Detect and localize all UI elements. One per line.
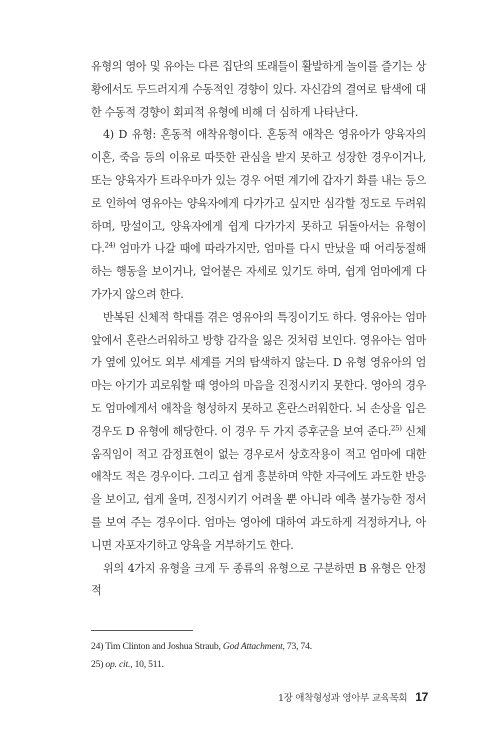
footnote-25: 25) op. cit., 10, 511. — [91, 659, 164, 670]
footnote-ref-24: 24) — [104, 241, 116, 250]
running-header-chapter: 1장 애착형성과 영아부 교육목회 — [277, 693, 408, 704]
footnote-divider — [91, 630, 193, 631]
footnotes — [91, 638, 426, 674]
body-text — [91, 56, 426, 603]
paragraph-2: 4) D 유형: 혼동적 애착유형이다. 혼동적 애착은 영유아가 양육자의 이혼, 죽음 등의 이유로 따뜻한 관심을 받지 못하고 성장한 경우이거나, 또는 양육자가 트라우마가 있는 경우 어떤 계기에 갑자기 화를 내는 등으로 인하여 영유아는 양육자에게 다가가고 싶지만 심각할 정도로 두려워하며, 망설이고, 양육자에게 쉽게 다가가지 못하고 뒤돌아서는 유형이다.$^{24)}$ 엄마가 나갈 때에 따라가지만, 엄마를 다시 만났을 때 어리둥절해 하는 행동을 보이거나, 얼어붙은 자세로 있기도 하며, 쉽게 엄마에게 다가가지 않으려 한다. — [91, 128, 426, 301]
paragraph-4: 위의 4가지 유형을 크게 두 종류의 유형으로 구분하면 B 유형은 안정적 — [91, 561, 426, 598]
page-number: 17 — [415, 690, 428, 704]
footnote-24: 24) Tim Clinton and Joshua Straub, God Attachment, 73, 74. — [91, 641, 312, 652]
footnote-ref-25: 25) — [391, 424, 402, 433]
paragraph-1: 유형의 영아 및 유아는 다른 집단의 또래들이 활발하게 놀이를 즐기는 상황에서도 두드러지게 수동적인 경향이 있다. 자신감의 결여로 탐색에 대한 수동적 경향이 회피적 유형에 비해 더 심하게 나타난다. — [91, 60, 426, 119]
page-footer — [278, 690, 428, 704]
paragraph-3: 반복된 신체적 학대를 겪은 영유아의 특징이기도 하다. 영유아는 엄마 앞에서 혼란스러워하고 방향 감각을 잃은 것처럼 보인다. 영유아는 엄마가 옆에 있어도 외부 세계를 거의 탐색하지 않는다. D 유형 영유아의 엄마는 아기가 괴로워할 때 영아의 마음을 진정시키지 못한다. 영아의 경우도 엄마에게서 애착을 형성하지 못하고 혼란스러워한다. 뇌 손상을 입은 경우도 D 유형에 해당한다. 이 경우 두 가지 증후군을 보여 준다.$^{25)}$ 신체 움직임이 적고 감정표현이 없는 경우로서 상호작용이 적고 엄마에 대한 애착도 적은 경우이다. 그리고 쉽게 흥분하며 약한 자극에도 과도한 반응을 보이고, 쉽게 울며, 진정시키기 어려울 뿐 아니라 예측 불가능한 정서를 보여 주는 경우이다. 엄마는 영아에 대하여 과도하게 걱정하거나, 아니면 자포자기하고 양육을 거부하기도 한다. — [91, 310, 426, 552]
